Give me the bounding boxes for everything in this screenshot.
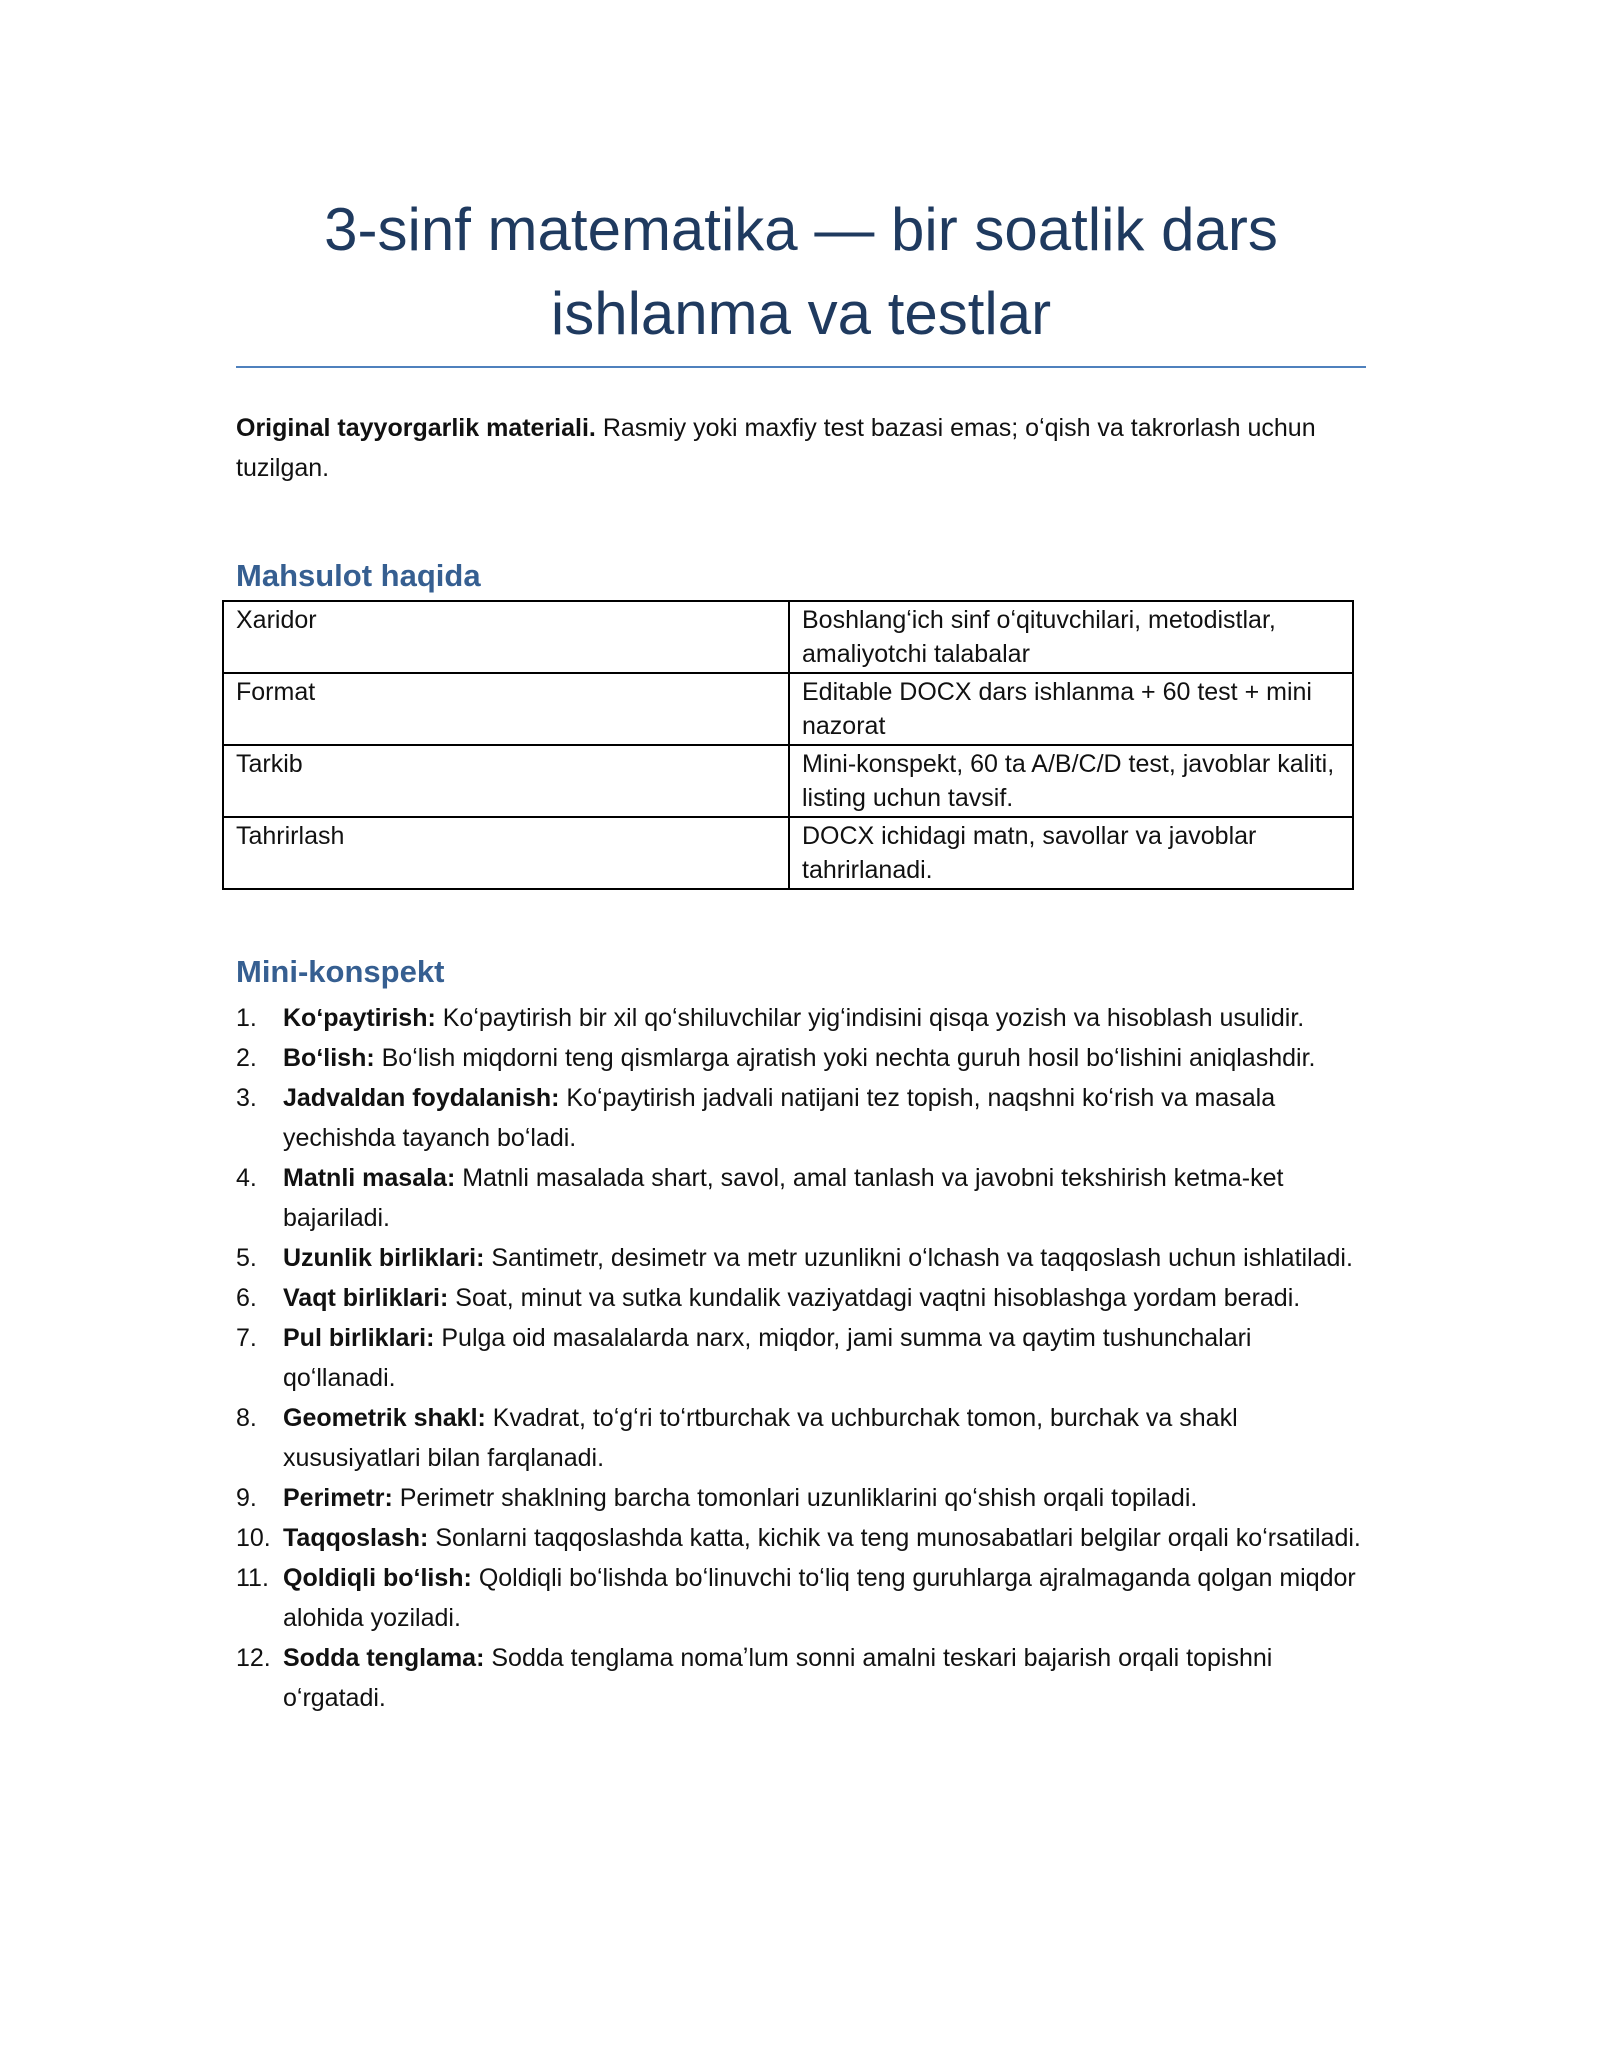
list-text: Sodda tenglama nomaʼlum sonni amalni teskari bajarish orqali topishni oʻrgatadi. [283,1644,1273,1712]
list-term: Geometrik shakl: [283,1404,486,1432]
list-text: Koʻpaytirish jadvali natijani tez topish, naqshni koʻrish va masala yechishda tayanch boʻladi. [283,1084,1276,1152]
list-term: Jadvaldan foydalanish: [283,1084,560,1112]
list-text: Qoldiqli boʻlishda boʻlinuvchi toʻliq teng guruhlarga ajralmaganda qolgan miqdor alohida yoziladi. [283,1564,1356,1632]
table-row [223,745,1353,817]
intro-text: Rasmiy yoki maxfiy test bazasi emas; oʻqish va takrorlash uchun tuzilgan. [236,414,1316,482]
list-term: Vaqt birliklari: [283,1284,449,1312]
mini-konspekt-list [236,998,1366,1718]
list-number: 7. [236,1324,257,1352]
list-item [236,1638,1366,1718]
list-item [236,1158,1366,1238]
title-underline [236,366,1366,368]
table-key-cell: Format [223,673,789,745]
table-row [223,601,1353,673]
list-item [236,998,1366,1038]
list-text: Santimetr, desimetr va metr uzunlikni oʻlchash va taqqoslash uchun ishlatiladi. [484,1244,1353,1272]
list-term: Matnli masala: [283,1164,456,1192]
list-term: Qoldiqli boʻlish: [283,1564,472,1592]
list-number: 10. [236,1524,271,1552]
list-term: Uzunlik birliklari: [283,1244,485,1272]
document-title: 3-sinf matematika — bir soatlik dars ishlanma va testlar [324,196,1278,347]
list-item [236,1398,1366,1478]
list-item [236,1238,1366,1278]
table-row [223,673,1353,745]
table-value-cell: Mini-konspekt, 60 ta A/B/C/D test, javoblar kaliti, listing uchun tavsif. [789,745,1353,817]
product-table [222,600,1354,890]
table-key-cell: Tarkib [223,745,789,817]
list-term: Koʻpaytirish: [283,1004,436,1032]
table-row [223,817,1353,889]
list-term: Pul birliklari: [283,1324,435,1352]
list-text: Kvadrat, toʻgʻri toʻrtburchak va uchburchak tomon, burchak va shakl xususiyatlari bilan farqlanadi. [283,1404,1238,1472]
list-number: 12. [236,1644,271,1672]
table-value-cell: Editable DOCX dars ishlanma + 60 test + mini nazorat [789,673,1353,745]
list-number: 4. [236,1164,257,1192]
list-number: 3. [236,1084,257,1112]
document-page [236,188,1366,1718]
table-key-cell: Tahrirlash [223,817,789,889]
list-text: Matnli masalada shart, savol, amal tanlash va javobni tekshirish ketma-ket bajariladi. [283,1164,1284,1232]
table-key-cell: Xaridor [223,601,789,673]
list-item [236,1318,1366,1398]
mini-konspekt-heading: Mini-konspekt [236,954,445,989]
list-number: 5. [236,1244,257,1272]
list-number: 8. [236,1404,257,1432]
list-item [236,1478,1366,1518]
list-item [236,1078,1366,1158]
list-item [236,1558,1366,1638]
table-value-cell: DOCX ichidagi matn, savollar va javoblar tahrirlanadi. [789,817,1353,889]
list-text: Boʻlish miqdorni teng qismlarga ajratish yoki nechta guruh hosil boʻlishini aniqlashdir. [374,1044,1316,1072]
intro-paragraph [236,408,1366,488]
list-text: Perimetr shaklning barcha tomonlari uzunliklarini qoʻshish orqali topiladi. [392,1484,1198,1512]
list-text: Pulga oid masalalarda narx, miqdor, jami summa va qaytim tushunchalari qoʻllanadi. [283,1324,1252,1392]
list-term: Taqqoslash: [283,1524,429,1552]
list-number: 2. [236,1044,257,1072]
list-item [236,1278,1366,1318]
list-term: Perimetr: [283,1484,393,1512]
list-item [236,1518,1366,1558]
list-term: Sodda tenglama: [283,1644,485,1672]
table-value-cell: Boshlangʻich sinf oʻqituvchilari, metodistlar, amaliyotchi talabalar [789,601,1353,673]
list-text: Koʻpaytirish bir xil qoʻshiluvchilar yigʻindisini qisqa yozish va hisoblash usulidir. [435,1004,1305,1032]
list-term: Boʻlish: [283,1044,375,1072]
list-number: 11. [236,1564,269,1592]
list-number: 6. [236,1284,257,1312]
intro-bold: Original tayyorgarlik materiali. [236,414,596,442]
product-heading: Mahsulot haqida [236,558,481,593]
list-item [236,1038,1366,1078]
list-number: 9. [236,1484,257,1512]
list-text: Soat, minut va sutka kundalik vaziyatdagi vaqtni hisoblashga yordam beradi. [448,1284,1301,1312]
list-text: Sonlarni taqqoslashda katta, kichik va teng munosabatlari belgilar orqali koʻrsatiladi. [428,1524,1361,1552]
list-number: 1. [236,1004,257,1032]
